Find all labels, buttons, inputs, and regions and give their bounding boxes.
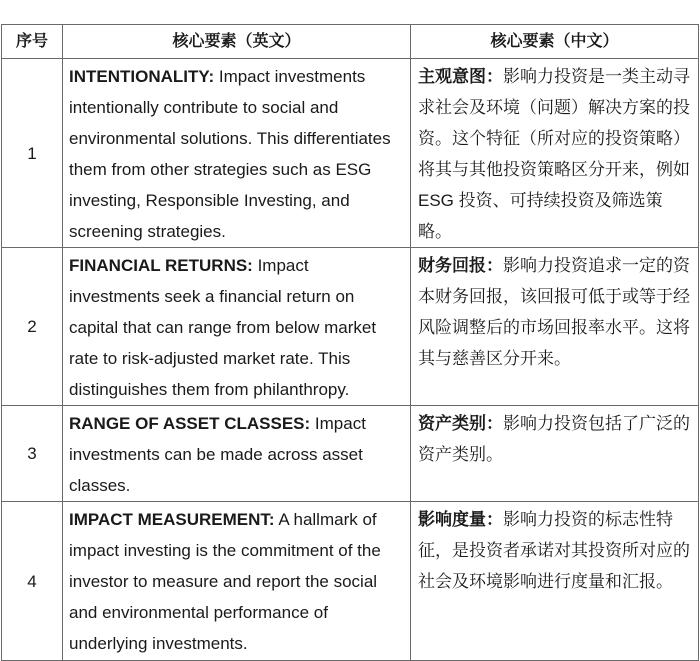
english-text: Impact investments can be made across asset classes. [69, 414, 366, 495]
chinese-cell [411, 406, 699, 502]
table-row [2, 406, 699, 502]
chinese-cell [411, 502, 699, 661]
english-cell [63, 502, 411, 661]
impact-investing-elements-table [1, 24, 699, 661]
english-cell [63, 59, 411, 248]
chinese-text: 影响力投资包括了广泛的资产类别。 [418, 414, 690, 464]
chinese-term: 资产类别： [418, 414, 503, 433]
chinese-term: 主观意图： [418, 67, 503, 86]
english-term: INTENTIONALITY: [69, 67, 215, 86]
chinese-text: 影响力投资是一类主动寻求社会及环境（问题）解决方案的投资。这个特征（所对应的投资策略）将其与其他投资策略区分开来，例如 ESG 投资、可持续投资及筛选策略。 [418, 67, 690, 241]
header-row [2, 25, 699, 59]
table-row [2, 59, 699, 248]
row-number: 2 [2, 248, 63, 406]
english-text: Impact investments intentionally contribute to social and environmental solutions. This differentiates them from other strategies such as ESG investing, Responsible Investing, and screening strategies. [69, 67, 391, 241]
chinese-term: 影响度量： [418, 510, 503, 529]
header-number: 序号 [2, 25, 63, 59]
english-text: A hallmark of impact investing is the commitment of the investor to measure and report the social and environmental performance of underlying investments. [69, 510, 381, 653]
chinese-cell [411, 59, 699, 248]
table-row [2, 248, 699, 406]
table-row [2, 502, 699, 661]
english-text: Impact investments seek a financial return on capital that can range from below market rate to risk-adjusted market rate. This distinguishes them from philanthropy. [69, 256, 377, 399]
chinese-text: 影响力投资的标志性特征，是投资者承诺对其投资所对应的社会及环境影响进行度量和汇报。 [418, 510, 690, 591]
row-number: 3 [2, 406, 63, 502]
english-cell [63, 248, 411, 406]
chinese-cell [411, 248, 699, 406]
chinese-term: 财务回报： [418, 256, 503, 275]
header-english: 核心要素（英文） [63, 25, 411, 59]
row-number: 4 [2, 502, 63, 661]
chinese-text: 影响力投资追求一定的资本财务回报，该回报可低于或等于经风险调整后的市场回报率水平。这将其与慈善区分开来。 [418, 256, 690, 368]
english-term: IMPACT MEASUREMENT: [69, 510, 275, 529]
english-cell [63, 406, 411, 502]
row-number: 1 [2, 59, 63, 248]
english-term: RANGE OF ASSET CLASSES: [69, 414, 311, 433]
english-term: FINANCIAL RETURNS: [69, 256, 253, 275]
header-chinese: 核心要素（中文） [411, 25, 699, 59]
